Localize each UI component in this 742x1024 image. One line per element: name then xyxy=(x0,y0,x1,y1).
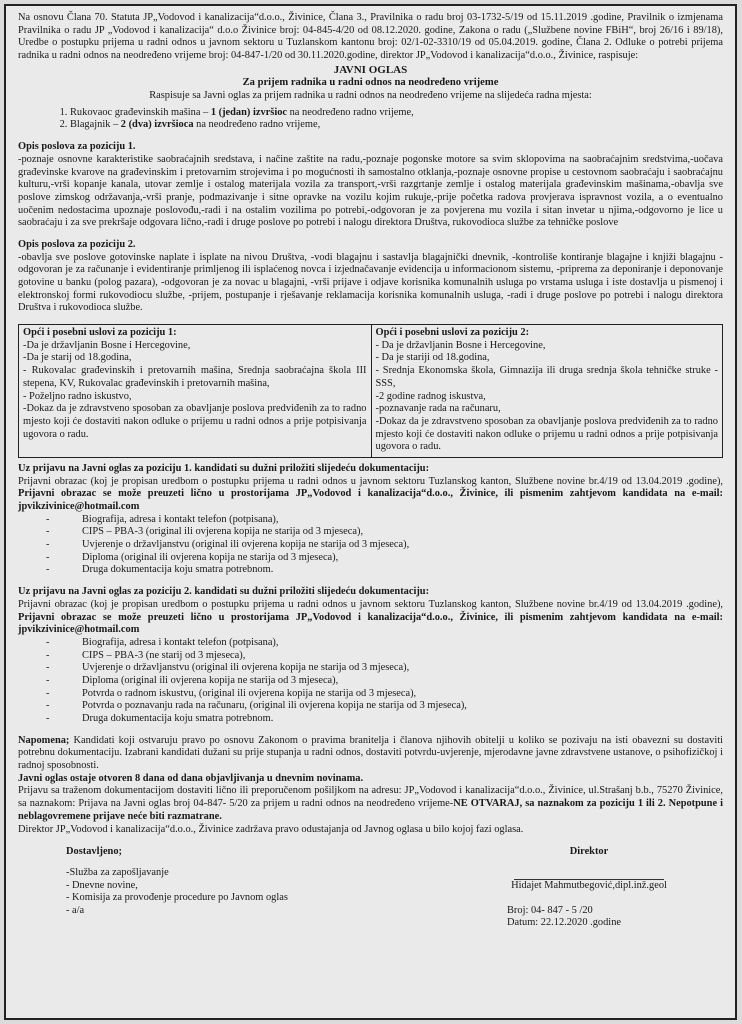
desc2-heading: Opis poslova za poziciju 2. xyxy=(18,238,136,250)
open-notice: Javni oglas ostaje otvoren 8 dana od dana objavljivanja u dnevnim novinama. xyxy=(18,772,364,784)
cond1-line: -Da je starij od 18.godina, xyxy=(23,352,132,364)
position-item: 1. Rukovaoc građevinskih mašina – 1 (jedan) izvršioc na neodređeno radno vrijeme, xyxy=(70,107,723,120)
doc-item: - CIPS – PBA-3 (original ili ovjerena kopija ne starija od 3 mjeseca), xyxy=(40,526,723,539)
desc1-text: -poznaje osnovne karakteristike saobraćajnih sredstava, i načine zaštite na radu,-poznaje pogonske motore sa svim sklopovima na saobraćajnim sredstvima,-uočava građevinske kvarove na građevinskim i pretovarnim strojevima i po mogućnosti ih samostalno otklanja,-poznaje osnovne propise u cestovnom saobraćaju i saobraćajnu kulturu,-vrši kopanje kanala, utovar zemlje i ostalog materijala vozila za transport,-vrši razgrtanje zemlje i ostalog materijala građevinskim mašinama,-obavlja sve poslove zimskog održavanja,-vrši pranje, podmazivanje i sitne opravke na vozilu kojim rukuje,-prije početka radova provjerava ispravnost vozila, a o eventualno uočenim nedostacima upoznaje poslovođu,-radi i na ostalim vozilima po potrebi,-odgovoran je za povjerena mu vozila i sitan invetar u njima,-odgovorno je lice u saobraćaju i za sve prekršaje odgovara lično,-radi i druge poslove po potrebi i nalogu direktora Društva, rukovodioca službe za tehničke poslove xyxy=(18,153,723,229)
cond1-line: -Da je državljanin Bosne i Hercegovine, xyxy=(23,339,191,351)
delivered-label: Dostavljeno; xyxy=(66,846,122,858)
doc-item: - Biografija, adresa i kontakt telefon (potpisana), xyxy=(40,514,723,527)
document-subtitle: Za prijem radnika u radni odnos na neodređeno vrijeme xyxy=(242,77,499,89)
cond2-line: - Srednja Ekonomska škola, Gimnazija ili druga srednja škola tehničke struke - SSS, xyxy=(375,365,718,389)
desc1-heading: Opis poslova za poziciju 1. xyxy=(18,141,136,153)
cond2-line: -Dokaz da je zdravstveno sposoban za obavljanje poslova predviđenih za to radno mjesto koji će dostaviti nakon odluke o prijemu u radni odnos a prije potpisivanja ugovora o radu. xyxy=(375,415,718,453)
document-date: Datum: 22.12.2020 .godine xyxy=(507,917,621,929)
apply1-heading: Uz prijavu na Javni oglas za poziciju 1. kandidati su dužni priložiti slijedeću dokumentaciju: xyxy=(18,462,430,474)
document-number: Broj: 04- 847 - 5 /20 xyxy=(507,904,593,916)
doc-item: - Uvjerenje o državljanstvu (original ili ovjerena kopija ne starija od 3 mjeseca), xyxy=(40,539,723,552)
doc-item: - Diploma (original ili ovjerena kopija ne starija od 3 mjeseca), xyxy=(40,675,723,688)
director-label: Direktor xyxy=(569,846,609,858)
conditions-table xyxy=(18,324,723,458)
conditions-position-2 xyxy=(371,325,723,457)
submission: Prijavu sa traženom dokumentacijom dostaviti lično ili preporučenom pošiljkom na adresu: JP„Vodovod i kanalizacija“d.o.o., Živinice, ul.Strašanj b.b., 75270 Živinice, sa naznakom: Prijava na Javni oglas broj 04-847- 5/20 za prijem u radni odnos na neodređeno vrijeme-NE OTVARAJ, sa naznakom za poziciju 1 ili 2. Nepotpune i neblagovremene prijave neće biti razmatrane. xyxy=(18,785,723,822)
doc-item: - Diploma (original ili ovjerena kopija ne starija od 3 mjeseca), xyxy=(40,552,723,565)
doc-item: - CIPS – PBA-3 (ne starij od 3 mjeseca), xyxy=(40,650,723,663)
doc-item: - Potvrda o radnom iskustvu, (original ili ovjerena kopija ne starija od 3 mjeseca), xyxy=(40,688,723,701)
apply2-text: Prijavni obrazac (koj je propisan uredbom o postupku prijema u radni odnos u javnom sektoru Tuzlanskog kanton, Službene novine br.4/19 od 13.04.2019 .godine), Prijavni obrazac se može preuzeti lično u prostorijama JP„Vodovod i kanalizacija“d.o.o., Živinice, ili pismenim zahtjevom kandidata na e-mail: jpvikzivinice@hotmail.com xyxy=(18,598,723,636)
desc2-text: -obavlja sve poslove gotovinske naplate i isplate na nivou Društva, -vodi blagajnu i sastavlja blagajnički dnevnik, -kontroliše kontiranje blagajne i knjiži blagajnu -odgovoran je za računanje i evidentiranje primljenog ili isplaćenog novca i izjednačavanje evidencija u informacionom sistemu, -priprema za deponiranje i deponovanje gotovine u banku (polog pazara), -odgovoran je za novac u blagajni, -vrši prijave i odjave korisnika komunalnih usluga po vrstama usluga i iste dostavlja u pismenoj i elektronskoj formi rukovodiocu službe, -prijem, postupanje i rješavanje reklamacija korisnika komunalnih usluga, -radi i druge poslove po potrebi i nalogu direktora Društva i rukovodioca službe. xyxy=(18,251,723,314)
delivered-item: - a/a xyxy=(66,904,85,916)
director-block xyxy=(479,846,699,930)
cond1-line: -Dokaz da je zdravstveno sposoban za obavljanje poslova predviđenih za to radno mjesto koji će dostaviti nakon odluke o prijemu u radni odnos a prije potpisivanja ugovora o radu. xyxy=(23,403,367,440)
cond2-line: - Da je stariji od 18.godina, xyxy=(375,352,490,364)
cond1-line: - Poželjno radno iskustvo, xyxy=(23,390,132,402)
cond1-heading: Opći i posebni uslovi za poziciju 1: xyxy=(23,327,177,339)
doc-item: - Druga dokumentacija koju smatra potrebnom. xyxy=(40,713,723,726)
cond2-heading: Opći i posebni uslovi za poziciju 2: xyxy=(375,327,530,339)
cond1-line: - Rukovalac građevinskih i pretovarnih mašina, Srednja saobraćajna škola III stepena, KV, Rukovalac građevinskih i pretovarnih mašina, xyxy=(23,365,367,389)
cond2-line: - Da je državljanin Bosne i Hercegovine, xyxy=(375,339,546,351)
apply1-doc-list xyxy=(18,514,723,577)
cond2-line: -2 godine radnog iskustva, xyxy=(375,390,486,402)
apply2-heading: Uz prijavu na Javni oglas za poziciju 2. kandidati su dužni priložiti slijedeću dokumentaciju: xyxy=(18,586,430,598)
positions-list xyxy=(18,107,723,132)
conditions-position-1 xyxy=(19,325,371,457)
delivered-item: -Služba za zapošljavanje xyxy=(66,866,169,878)
delivered-item: - Komisija za provođenje procedure po Javnom oglas xyxy=(66,892,288,904)
doc-item: - Druga dokumentacija koju smatra potrebnom. xyxy=(40,564,723,577)
document-page xyxy=(4,4,737,1020)
apply2-doc-list xyxy=(18,637,723,726)
document-title: JAVNI OGLAS xyxy=(333,63,408,76)
delivered-block xyxy=(18,846,288,930)
doc-item: - Uvjerenje o državljanstvu (original ili ovjerena kopija ne starija od 3 mjeseca), xyxy=(40,662,723,675)
doc-item: - Biografija, adresa i kontakt telefon (potpisana), xyxy=(40,637,723,650)
apply1-text: Prijavni obrazac (koj je propisan uredbom o postupku prijema u radni odnos u javnom sektoru Tuzlanskog kanton, Službene novine br.4/19 od 13.04.2019 .godine), Prijavni obrazac se može preuzeti lično u prostorijama JP„Vodovod i kanalizacija“d.o.o., Živinice, ili pismenim zahtjevom kandidata na e-mail: jpvikzivinice@hotmail.com xyxy=(18,475,723,513)
director-note: Direktor JP„Vodovod i kanalizacija“d.o.o., Živinice zadržava pravo odustajanja od Javnog oglasa u bilo kojoj fazi oglasa. xyxy=(18,823,524,835)
position-item: 2. Blagajnik – 2 (dva) izvršioca na neodređeno radno vrijeme, xyxy=(70,119,723,132)
cond2-line: -poznavanje rada na računaru, xyxy=(375,403,501,415)
director-name: Hidajet Mahmutbegović,dipl.inž.geol xyxy=(511,879,667,891)
doc-item: - Potvrda o poznavanju rada na računaru, (original ili ovjerena kopija ne starija od 3 mjeseca), xyxy=(40,700,723,713)
delivered-item: - Dnevne novine, xyxy=(66,879,138,891)
signature-block xyxy=(18,846,723,930)
preamble: Na osnovu Člana 70. Statuta JP„Vodovod i kanalizacija“d.o.o., Živinice, Člana 3., Pravilnika o radu broj 03-1732-5/19 od 15.11.2019 .godine, Pravilnik o izmjenama Pravilnika o radu JP „Vodovod i kanalizacija“ d.o.o Živinice broj: 04-845-4/20 od 08.12.2020. godine, Zakona o radu („Službene novine FBiH“, broj 26/16 i 89/18), Uredbe o postupku prijema u radni odnos u javnom sektoru u Tuzlanskom kantonu broj: 02/1-02-3310/19 od 05.04.2019. godine, Člana 2. Odluke o potrebi prijema radnika u radni odnos na neodređeno vrijeme broj: 04-847-1/20 od 30.11.2020.godine, direktor JP„Vodovod i kanalizacija“d.o.o., Živinice, raspisuje: xyxy=(18,12,723,62)
intro-text: Raspisuje sa Javni oglas za prijem radnika u radni odnos na neodređeno vrijeme na slijedeća radna mjesta: xyxy=(149,90,592,102)
note: Napomena; Kandidati koji ostvaruju pravo po osnovu Zakonom o pravima branitelja i članova njihovih obitelji u koliko se pozivaju na isti obavezni su dostaviti potrebnu dokumentaciju. Izabrani kandidati dužani su prije stupanja u radni odnos, dostaviti potvrdu-uvjerenje, mjerodavne javne zdravstvene ustanove, o psihofizičkoj i radnoj sposobnosti. xyxy=(18,734,723,772)
